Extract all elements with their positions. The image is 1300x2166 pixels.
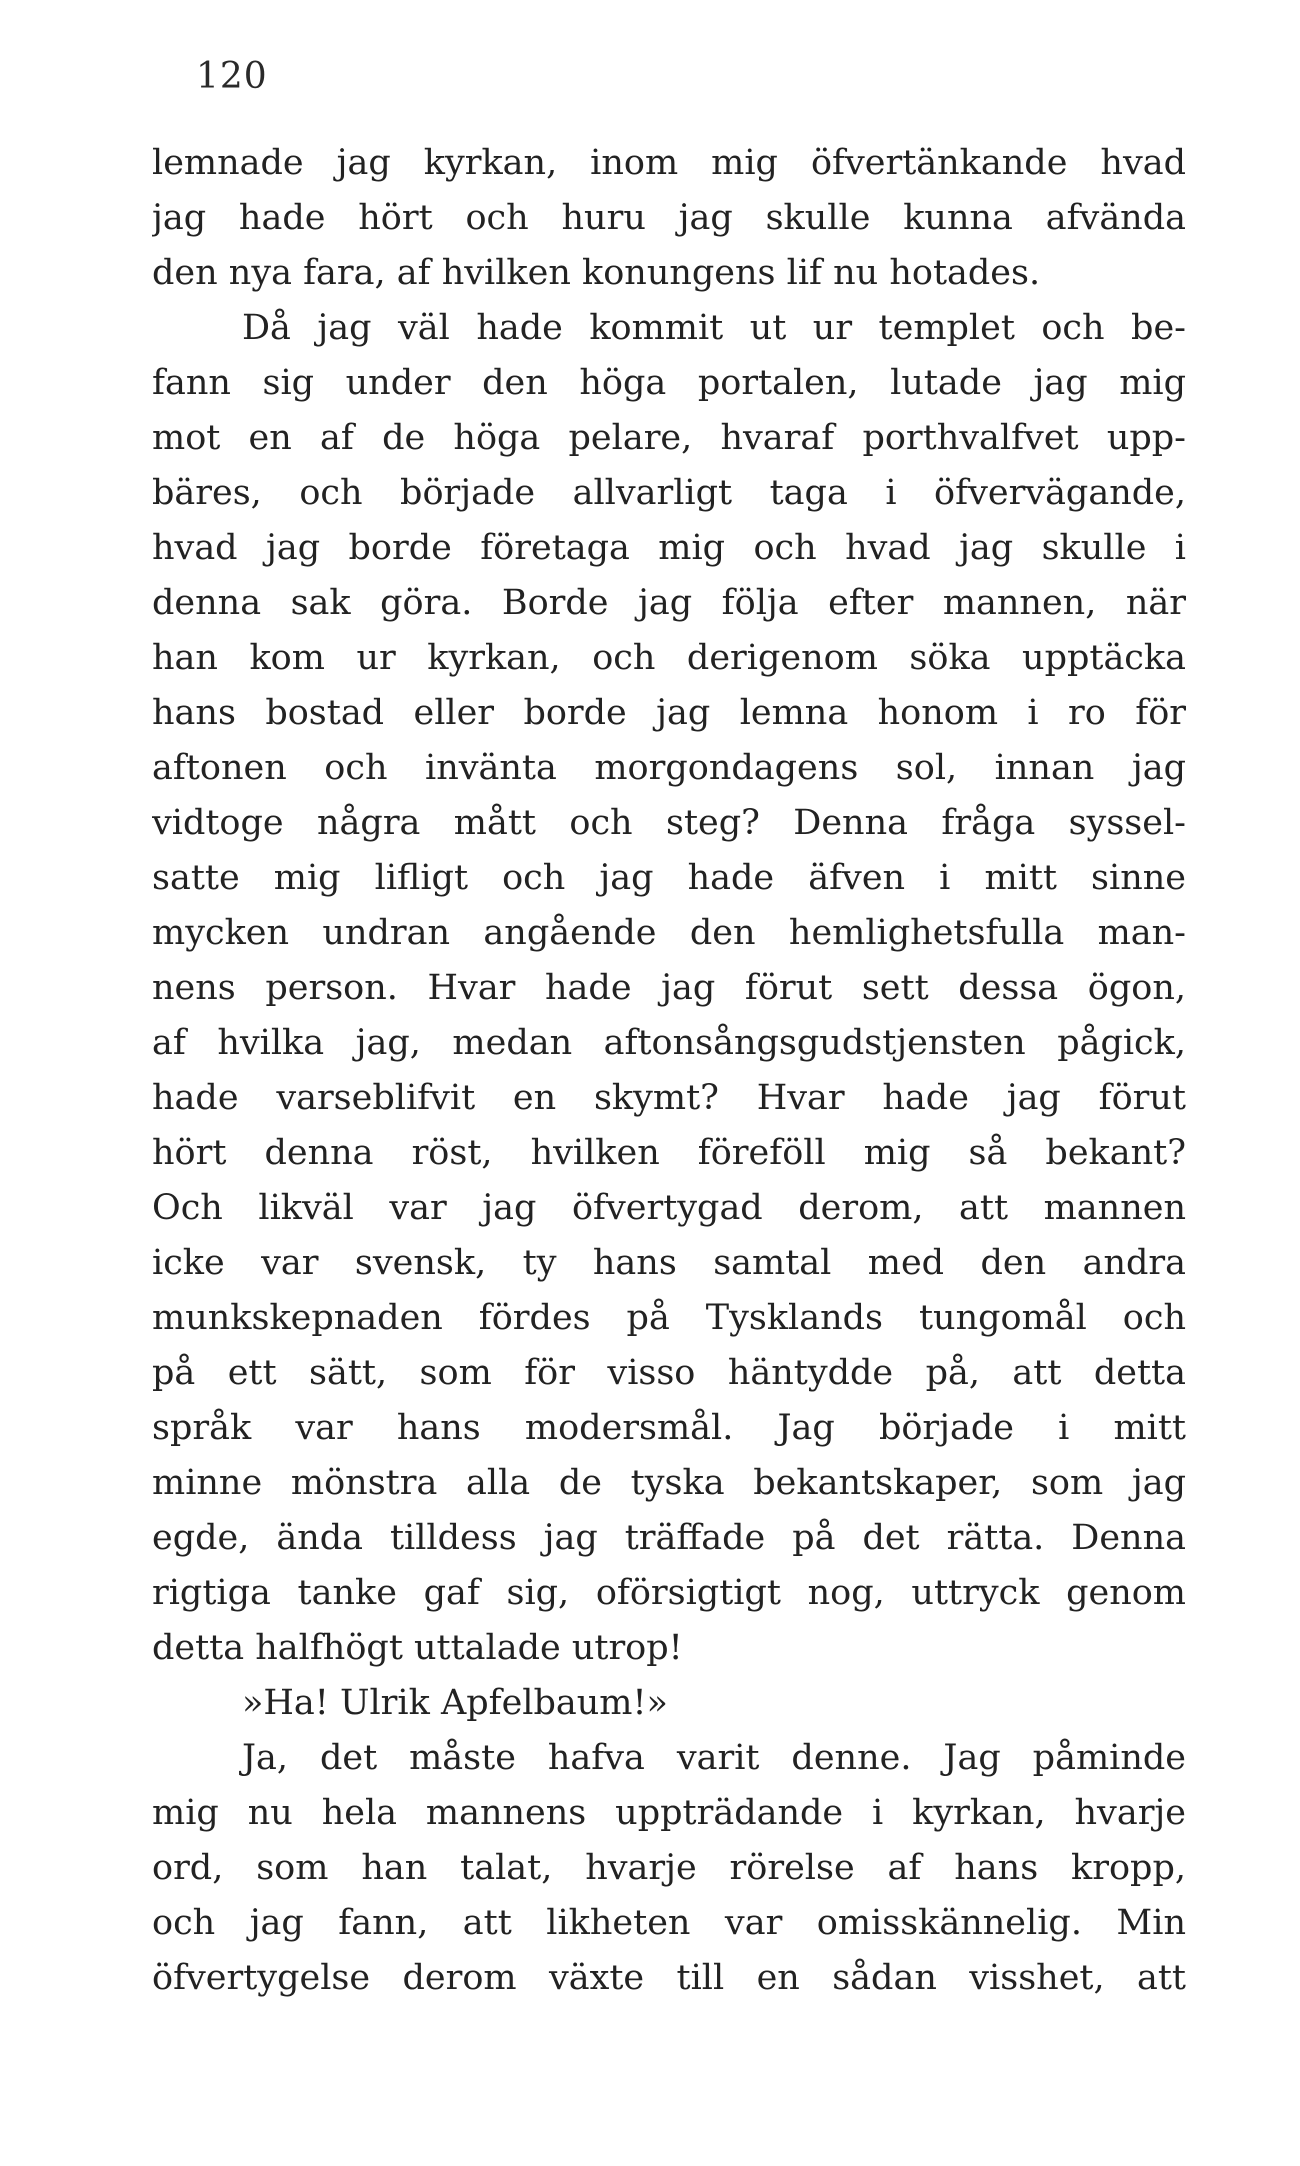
text-line: hans bostad eller borde jag lemna honom i ro för [152, 693, 1186, 733]
text-line: minne mönstra alla de tyska bekantskaper, som jag [152, 1463, 1186, 1503]
text-line: af hvilka jag, medan aftonsångsgudstjensten pågick, [152, 1023, 1186, 1063]
text-line: denna sak göra. Borde jag följa efter mannen, när [152, 583, 1186, 623]
text-line: hvad jag borde företaga mig och hvad jag skulle i [152, 528, 1186, 568]
text-line: ord, som han talat, hvarje rörelse af hans kropp, [152, 1848, 1186, 1888]
page-number: 120 [196, 56, 268, 97]
text-line: egde, ända tilldess jag träffade på det rätta. Denna [152, 1518, 1186, 1558]
text-line: jag hade hört och huru jag skulle kunna afvända [152, 198, 1186, 238]
text-line: satte mig lifligt och jag hade äfven i mitt sinne [152, 858, 1186, 898]
text-line: hört denna röst, hvilken föreföll mig så bekant? [152, 1133, 1186, 1173]
text-line: munkskepnaden fördes på Tysklands tungomål och [152, 1298, 1186, 1338]
text-line: lemnade jag kyrkan, inom mig öfvertänkande hvad [152, 143, 1186, 183]
text-line: den nya fara, af hvilken konungens lif nu hotades. [152, 253, 1041, 293]
text-line: bäres, och började allvarligt taga i öfvervägande, [152, 473, 1186, 513]
text-line: Ja, det måste hafva varit denne. Jag påminde [242, 1738, 1186, 1778]
text-line: öfvertygelse derom växte till en sådan visshet, att [152, 1958, 1186, 1998]
text-line: Då jag väl hade kommit ut ur templet och be- [242, 308, 1186, 348]
text-line: språk var hans modersmål. Jag började i mitt [152, 1408, 1186, 1448]
text-line: aftonen och invänta morgondagens sol, innan jag [152, 748, 1186, 788]
text-line: vidtoge några mått och steg? Denna fråga syssel- [152, 803, 1186, 843]
text-line: rigtiga tanke gaf sig, oförsigtigt nog, uttryck genom [152, 1573, 1186, 1613]
text-line: »Ha! Ulrik Apfelbaum!» [242, 1683, 668, 1723]
text-line: han kom ur kyrkan, och derigenom söka upptäcka [152, 638, 1186, 678]
text-line: mig nu hela mannens uppträdande i kyrkan, hvarje [152, 1793, 1186, 1833]
text-line: mycken undran angående den hemlighetsfulla man- [152, 913, 1186, 953]
text-line: och jag fann, att likheten var omisskännelig. Min [152, 1903, 1186, 1943]
text-line: Och likväl var jag öfvertygad derom, att mannen [152, 1188, 1186, 1228]
body-text [152, 136, 1186, 2006]
text-line: fann sig under den höga portalen, lutade jag mig [152, 363, 1186, 403]
text-line: nens person. Hvar hade jag förut sett dessa ögon, [152, 968, 1186, 1008]
text-line: hade varseblifvit en skymt? Hvar hade jag förut [152, 1078, 1186, 1118]
text-line: på ett sätt, som för visso häntydde på, att detta [152, 1353, 1186, 1393]
text-line: mot en af de höga pelare, hvaraf porthvalfvet upp- [152, 418, 1186, 458]
text-line: detta halfhögt uttalade utrop! [152, 1628, 683, 1668]
text-line: icke var svensk, ty hans samtal med den andra [152, 1243, 1186, 1283]
